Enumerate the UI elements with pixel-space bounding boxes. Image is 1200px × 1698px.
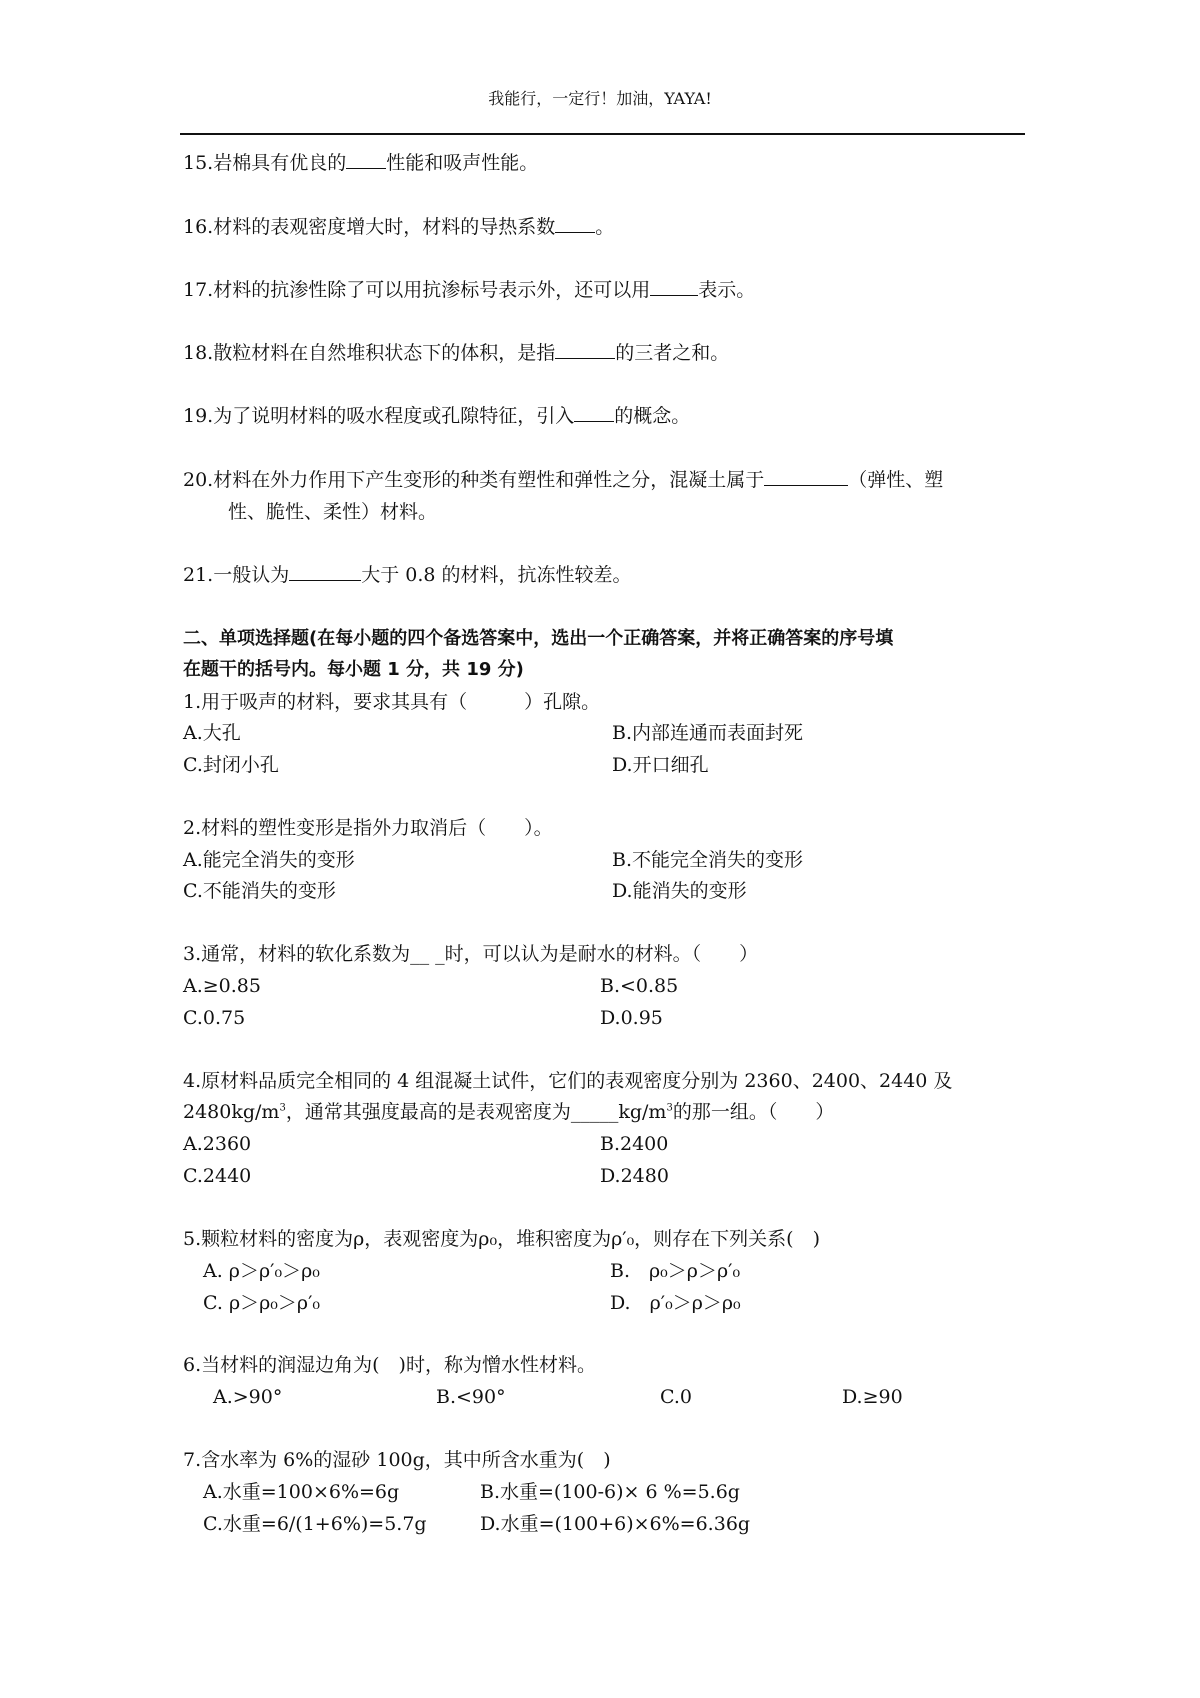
question-text: 16.材料的表观密度增大时，材料的导热系数 [183, 216, 556, 238]
mcq-1-option-d: D.开口细孔 [612, 754, 709, 776]
question-text: 表示。 [698, 279, 756, 301]
mcq-6-option-d: D.≥90 [842, 1386, 903, 1408]
question-17 [183, 277, 755, 303]
mcq-3-option-d: D.0.95 [600, 1007, 663, 1029]
question-text: 。 [595, 216, 615, 238]
mcq-4-option-a: A.2360 [183, 1133, 252, 1155]
mcq-1-option-c: C.封闭小孔 [183, 754, 279, 776]
mcq-6-option-b: B.<90° [436, 1386, 506, 1408]
question-21 [183, 562, 632, 588]
mcq-6-stem: 6.当材料的润湿边角为( )时，称为憎水性材料。 [183, 1354, 596, 1376]
mcq-7-option-b: B.水重=(100-6)× 6 %=5.6g [480, 1481, 740, 1503]
question-18 [183, 340, 729, 366]
question-20-continuation: 性、脆性、柔性）材料。 [228, 501, 438, 523]
question-text: 性能和吸声性能。 [386, 152, 539, 174]
mcq-2-stem: 2.材料的塑性变形是指外力取消后（ ）。 [183, 817, 553, 839]
question-20 [183, 467, 943, 493]
question-15 [183, 150, 538, 176]
question-text: 大于 0.8 的材料，抗冻性较差。 [361, 564, 632, 586]
page-header-motto: 我能行，一定行！加油，YAYA! [488, 89, 712, 108]
answer-blank [574, 403, 614, 422]
question-text: （弹性、塑 [848, 469, 944, 491]
answer-blank [555, 340, 615, 359]
mcq-6-option-c: C.0 [660, 1386, 692, 1408]
answer-blank [289, 562, 361, 581]
mcq-2-option-c: C.不能消失的变形 [183, 880, 336, 902]
mcq-2-option-d: D.能消失的变形 [612, 880, 747, 902]
mcq-1-stem: 1.用于吸声的材料，要求其具有（ ）孔隙。 [183, 691, 601, 713]
mcq-4-option-b: B.2400 [600, 1133, 669, 1155]
mcq-5-option-c: C. ρ＞ρ₀＞ρ′₀ [203, 1292, 320, 1314]
mcq-1-option-b: B.内部连通而表面封死 [612, 722, 804, 744]
mcq-4-stem: 4.原材料品质完全相同的 4 组混凝土试件，它们的表观密度分别为 2360、2400、2440 及 [183, 1070, 953, 1092]
question-text: 19.为了说明材料的吸水程度或孔隙特征，引入 [183, 405, 575, 427]
mcq-3-option-c: C.0.75 [183, 1007, 246, 1029]
mcq-5-option-b: B. ρ₀＞ρ＞ρ′₀ [610, 1260, 741, 1282]
header-rule [180, 133, 1025, 135]
question-text: 20.材料在外力作用下产生变形的种类有塑性和弹性之分，混凝土属于 [183, 469, 765, 491]
mcq-5-stem: 5.颗粒材料的密度为ρ，表观密度为ρ₀，堆积密度为ρ′₀，则存在下列关系( ) [183, 1228, 821, 1250]
answer-blank [346, 150, 386, 169]
mcq-1-option-a: A.大孔 [183, 722, 241, 744]
section-title: 二、单项选择题(在每小题的四个备选答案中，选出一个正确答案，并将正确答案的序号填 [183, 628, 894, 649]
answer-blank [650, 277, 698, 296]
question-text: 17.材料的抗渗性除了可以用抗渗标号表示外，还可以用 [183, 279, 651, 301]
stem-text: ，通常其强度最高的是表观密度为_____kg/m [285, 1101, 667, 1123]
section-title-continuation: 在题干的括号内。每小题 1 分，共 19 分) [183, 659, 524, 680]
mcq-7-option-c: C.水重=6/(1+6%)=5.7g [203, 1513, 427, 1535]
mcq-3-option-b: B.<0.85 [600, 975, 679, 997]
question-16 [183, 214, 614, 240]
mcq-4-option-c: C.2440 [183, 1165, 252, 1187]
mcq-3-option-a: A.≥0.85 [183, 975, 261, 997]
mcq-3-stem: 3.通常，材料的软化系数为__ _时，可以认为是耐水的材料。（ ） [183, 943, 759, 965]
answer-blank [764, 467, 848, 486]
question-text: 15.岩棉具有优良的 [183, 152, 347, 174]
question-text: 18.散粒材料在自然堆积状态下的体积，是指 [183, 342, 556, 364]
question-text: 21.一般认为 [183, 564, 290, 586]
superscript: 3 [279, 1102, 286, 1114]
question-text: 的三者之和。 [615, 342, 730, 364]
mcq-4-option-d: D.2480 [600, 1165, 669, 1187]
mcq-5-option-a: A. ρ＞ρ′₀＞ρ₀ [203, 1260, 320, 1282]
question-19 [183, 403, 690, 429]
answer-blank [555, 214, 595, 233]
mcq-7-stem: 7.含水率为 6%的湿砂 100g，其中所含水重为( ) [183, 1449, 611, 1471]
mcq-5-option-d: D. ρ′₀＞ρ＞ρ₀ [610, 1292, 741, 1314]
mcq-2-option-b: B.不能完全消失的变形 [612, 849, 804, 871]
question-text: 的概念。 [614, 405, 691, 427]
mcq-2-option-a: A.能完全消失的变形 [183, 849, 355, 871]
superscript: 3 [666, 1102, 673, 1114]
stem-text: 2480kg/m [183, 1101, 280, 1123]
mcq-6-option-a: A.>90° [213, 1386, 283, 1408]
stem-text: 的那一组。（ ） [672, 1101, 835, 1123]
mcq-4-stem-continuation [183, 1099, 834, 1125]
mcq-7-option-d: D.水重=(100+6)×6%=6.36g [480, 1513, 751, 1535]
mcq-7-option-a: A.水重=100×6%=6g [203, 1481, 400, 1503]
